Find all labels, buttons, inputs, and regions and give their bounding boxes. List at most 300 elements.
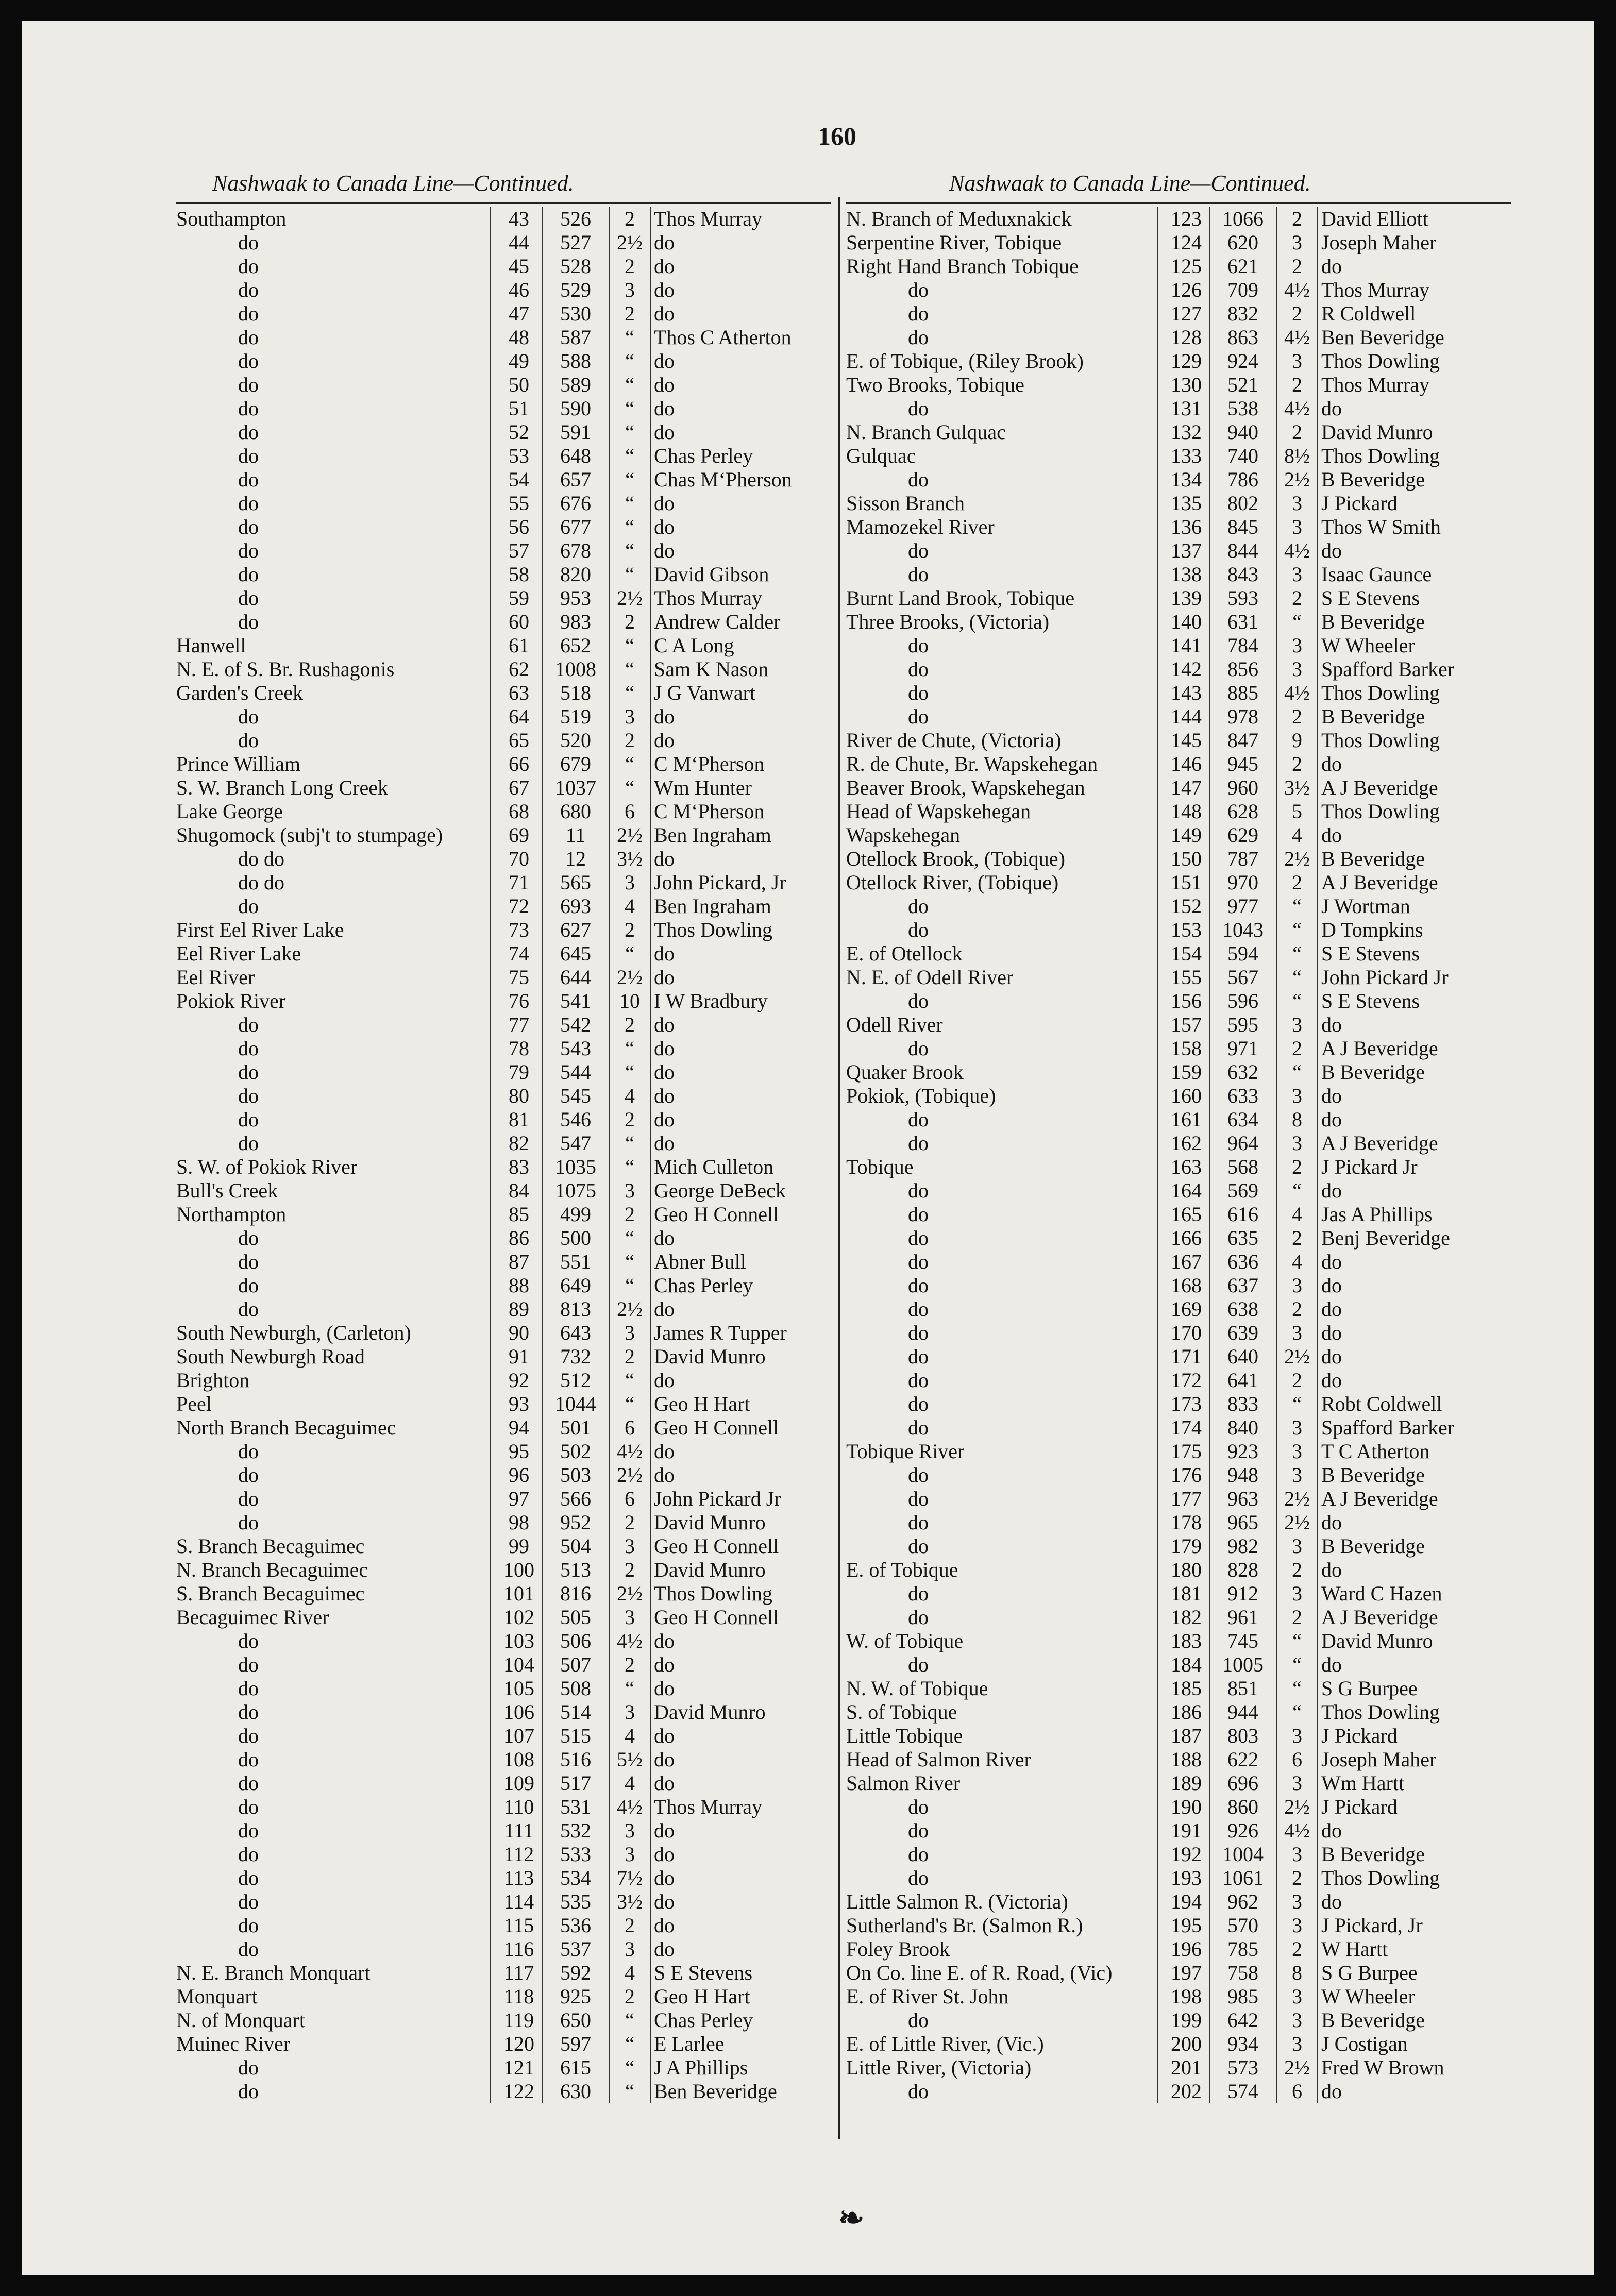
quantity-cell: 4½ [1276,539,1318,563]
location-cell: Northampton [176,1203,287,1226]
block-number-cell: 786 [1209,468,1276,492]
owner-cell: S E Stevens [650,1961,831,1985]
owner-cell: Thos Murray [1318,373,1511,397]
location-cell: do [908,302,929,325]
lot-number-cell: 65 [491,729,542,752]
owner-cell: do [1318,2080,1511,2103]
quantity-cell: 2½ [609,1582,650,1606]
lot-number-cell: 183 [1158,1629,1209,1653]
table-row [846,1392,1511,1416]
lot-number-cell: 96 [491,1463,542,1487]
lot-number-cell: 81 [491,1108,542,1132]
owner-cell: Ben Ingraham [650,823,831,847]
block-number-cell: 642 [1209,2008,1276,2032]
location-cell: Tobique [846,1155,914,1178]
location-cell: do [238,729,259,752]
block-number-cell: 545 [542,1084,609,1108]
table-row [846,468,1511,492]
location-cell: do [908,1653,929,1676]
quantity-cell: “ [609,1155,650,1179]
lot-number-cell: 97 [491,1487,542,1511]
quantity-cell: 4 [609,1961,650,1985]
lot-number-cell: 120 [491,2032,542,2056]
table-row [846,278,1511,302]
block-number-cell: 521 [1209,373,1276,397]
lot-number-cell: 125 [1158,255,1209,278]
owner-cell: do [650,1629,831,1653]
quantity-cell: “ [609,420,650,444]
quantity-cell: 6 [609,1416,650,1440]
location-cell: First Eel River Lake [176,918,344,941]
block-number-cell: 678 [542,539,609,563]
location-cell: do [238,1440,259,1463]
block-number-cell: 503 [542,1463,609,1487]
table-row [846,1771,1511,1795]
lot-number-cell: 152 [1158,894,1209,918]
location-cell: do [908,2080,929,2103]
table-row [846,681,1511,705]
quantity-cell: “ [609,681,650,705]
quantity-cell: 2½ [609,1297,650,1321]
table-row [846,1274,1511,1297]
location-cell: do [908,1203,929,1226]
table-row [846,1819,1511,1843]
table-row [846,2032,1511,2056]
location-cell: do [238,1037,259,1060]
table-row [176,1748,831,1771]
lot-number-cell: 197 [1158,1961,1209,1985]
owner-cell: Chas M‘Pherson [650,468,831,492]
owner-cell: do [1318,1819,1511,1843]
lot-number-cell: 158 [1158,1037,1209,1060]
lot-number-cell: 180 [1158,1558,1209,1582]
owner-cell: John Pickard, Jr [650,871,831,894]
block-number-cell: 628 [1209,800,1276,823]
owner-cell: do [650,539,831,563]
location-cell: do [908,397,929,420]
lot-number-cell: 138 [1158,563,1209,586]
table-row [846,918,1511,942]
table-row [176,1606,831,1629]
block-number-cell: 945 [1209,752,1276,776]
location-cell: do [238,1463,259,1487]
table-row [176,1677,831,1700]
block-number-cell: 520 [542,729,609,752]
block-number-cell: 587 [542,326,609,349]
location-cell: do [908,1463,929,1487]
quantity-cell: “ [609,515,650,539]
location-cell: do [238,420,259,444]
table-row [846,492,1511,515]
lot-number-cell: 91 [491,1345,542,1369]
location-cell: do [238,2080,259,2103]
location-cell: do [908,1297,929,1321]
location-cell: do [238,1084,259,1107]
block-number-cell: 758 [1209,1961,1276,1985]
block-number-cell: 843 [1209,563,1276,586]
owner-cell: Geo H Connell [650,1534,831,1558]
lot-number-cell: 80 [491,1084,542,1108]
table-row [176,2008,831,2032]
table-row [176,1487,831,1511]
owner-cell: W Hartt [1318,1937,1511,1961]
quantity-cell: 3 [1276,1440,1318,1463]
table-row [176,918,831,942]
lot-number-cell: 139 [1158,586,1209,610]
location-cell: do [238,1890,259,1913]
block-number-cell: 802 [1209,492,1276,515]
quantity-cell: “ [609,942,650,966]
location-cell: South Newburgh Road [176,1345,365,1368]
table-row [846,1582,1511,1606]
owner-cell: do [650,1297,831,1321]
table-row [846,1463,1511,1487]
owner-cell: do [650,1819,831,1843]
lot-number-cell: 88 [491,1274,542,1297]
lot-number-cell: 179 [1158,1534,1209,1558]
lot-number-cell: 118 [491,1985,542,2008]
quantity-cell: 3 [609,1819,650,1843]
block-number-cell: 622 [1209,1748,1276,1771]
table-row [176,1511,831,1534]
quantity-cell: 3½ [1276,776,1318,800]
owner-cell: Geo H Connell [650,1416,831,1440]
block-number-cell: 709 [1209,278,1276,302]
location-cell: Head of Salmon River [846,1748,1031,1771]
owner-cell: J Costigan [1318,2032,1511,2056]
location-cell: do [238,1700,259,1724]
owner-cell: do [650,1369,831,1392]
quantity-cell: “ [1276,1629,1318,1653]
owner-cell: Joseph Maher [1318,1748,1511,1771]
quantity-cell: 2½ [1276,2056,1318,2080]
location-cell: Muinec River [176,2032,291,2055]
block-number-cell: 693 [542,894,609,918]
location-cell: do [238,563,259,586]
block-number-cell: 964 [1209,1132,1276,1155]
lot-number-cell: 130 [1158,373,1209,397]
lot-number-cell: 173 [1158,1392,1209,1416]
location-cell: Salmon River [846,1771,961,1795]
block-number-cell: 574 [1209,2080,1276,2103]
location-cell: do [238,2056,259,2079]
lot-number-cell: 148 [1158,800,1209,823]
table-row [176,966,831,989]
block-number-cell: 978 [1209,705,1276,729]
quantity-cell: 2 [1276,1866,1318,1890]
quantity-cell: 4 [609,1084,650,1108]
owner-cell: James R Tupper [650,1321,831,1345]
lot-number-cell: 79 [491,1060,542,1084]
quantity-cell: 4½ [609,1440,650,1463]
owner-cell: do [650,1226,831,1250]
location-cell: N. E. Branch Monquart [176,1961,371,1984]
lot-number-cell: 145 [1158,729,1209,752]
table-row [846,1629,1511,1653]
quantity-cell: “ [1276,1392,1318,1416]
quantity-cell: 3 [1276,492,1318,515]
owner-cell: do [650,349,831,373]
location-cell: do [908,1511,929,1534]
owner-cell: A J Beveridge [1318,1132,1511,1155]
owner-cell: do [650,966,831,989]
location-cell: do [238,1060,259,1084]
location-cell: Bull's Creek [176,1179,278,1202]
quantity-cell: 2 [609,1203,650,1226]
table-row [176,800,831,823]
block-number-cell: 677 [542,515,609,539]
table-row [846,1914,1511,1937]
block-number-cell: 1043 [1209,918,1276,942]
table-row [176,1961,831,1985]
block-number-cell: 568 [1209,1155,1276,1179]
block-number-cell: 544 [542,1060,609,1084]
location-cell: do [908,2008,929,2032]
lot-number-cell: 69 [491,823,542,847]
scanned-page [22,21,1594,2275]
block-number-cell: 820 [542,563,609,586]
table-row [176,1369,831,1392]
quantity-cell: 2 [1276,1037,1318,1060]
lot-number-cell: 103 [491,1629,542,1653]
owner-cell: Andrew Calder [650,610,831,634]
location-cell: Otellock Brook, (Tobique) [846,847,1065,870]
quantity-cell: 3 [1276,563,1318,586]
table-row [846,1084,1511,1108]
location-cell: Brighton [176,1369,250,1392]
table-row [846,1724,1511,1748]
block-number-cell: 732 [542,1345,609,1369]
lot-number-cell: 199 [1158,2008,1209,2032]
owner-cell: do [650,1440,831,1463]
lot-number-cell: 193 [1158,1866,1209,1890]
quantity-cell: 3 [609,871,650,894]
location-cell: Eel River [176,966,255,989]
owner-cell: do [1318,1511,1511,1534]
lot-number-cell: 132 [1158,420,1209,444]
table-row [846,942,1511,966]
table-row [846,966,1511,989]
quantity-cell: 3 [1276,1463,1318,1487]
owner-cell: do [1318,1653,1511,1677]
location-cell: do [908,1037,929,1060]
quantity-cell: “ [1276,894,1318,918]
owner-cell: do [650,492,831,515]
block-number-cell: 500 [542,1226,609,1250]
lot-number-cell: 146 [1158,752,1209,776]
block-number-cell: 12 [542,847,609,871]
location-cell: do [908,918,929,941]
location-cell: do [238,373,259,396]
owner-cell: do [1318,1084,1511,1108]
owner-cell: D Tompkins [1318,918,1511,942]
block-number-cell: 620 [1209,231,1276,255]
block-number-cell: 504 [542,1534,609,1558]
table-row [846,1179,1511,1203]
location-cell: N. E. of Odell River [846,966,1014,989]
location-cell: do do [238,847,284,870]
quantity-cell: 2 [1276,586,1318,610]
block-number-cell: 856 [1209,657,1276,681]
quantity-cell: “ [1276,1179,1318,1203]
owner-cell: do [1318,1321,1511,1345]
location-cell: W. of Tobique [846,1629,964,1652]
quantity-cell: “ [1276,989,1318,1013]
location-cell: do [238,1795,259,1818]
quantity-cell: 2½ [1276,1511,1318,1534]
block-number-cell: 530 [542,302,609,326]
lot-number-cell: 122 [491,2080,542,2103]
quantity-cell: 5 [1276,800,1318,823]
quantity-cell: 2 [1276,1226,1318,1250]
owner-cell: do [650,1013,831,1037]
block-number-cell: 537 [542,1937,609,1961]
block-number-cell: 637 [1209,1274,1276,1297]
lot-number-cell: 56 [491,515,542,539]
owner-cell: do [650,942,831,966]
quantity-cell: 2½ [609,823,650,847]
location-cell: Mamozekel River [846,515,995,538]
table-row [176,681,831,705]
quantity-cell: 2 [609,1013,650,1037]
lot-number-cell: 49 [491,349,542,373]
block-number-cell: 833 [1209,1392,1276,1416]
lot-number-cell: 126 [1158,278,1209,302]
block-number-cell: 985 [1209,1985,1276,2008]
lot-number-cell: 78 [491,1037,542,1060]
quantity-cell: 4 [1276,1203,1318,1226]
location-cell: do [238,1108,259,1131]
table-row [176,278,831,302]
location-cell: Foley Brook [846,1937,950,1961]
lot-number-cell: 46 [491,278,542,302]
quantity-cell: 3 [609,1843,650,1866]
block-number-cell: 828 [1209,1558,1276,1582]
lot-number-cell: 64 [491,705,542,729]
lot-number-cell: 171 [1158,1345,1209,1369]
owner-cell: Chas Perley [650,444,831,468]
lot-number-cell: 66 [491,752,542,776]
lot-number-cell: 108 [491,1748,542,1771]
owner-cell: Benj Beveridge [1318,1226,1511,1250]
lot-number-cell: 57 [491,539,542,563]
quantity-cell: 2 [609,1108,650,1132]
table-row [846,894,1511,918]
lot-number-cell: 67 [491,776,542,800]
location-cell: S. W. of Pokiok River [176,1155,358,1178]
table-row [176,1724,831,1748]
table-row [176,1629,831,1653]
quantity-cell: “ [1276,610,1318,634]
quantity-cell: 4 [609,894,650,918]
owner-cell: Thos Dowling [650,1582,831,1606]
quantity-cell: “ [609,634,650,657]
owner-cell: do [650,1866,831,1890]
owner-cell: Thos Dowling [1318,1866,1511,1890]
table-row [846,1250,1511,1274]
owner-cell: David Munro [1318,1629,1511,1653]
block-number-cell: 515 [542,1724,609,1748]
block-number-cell: 803 [1209,1724,1276,1748]
quantity-cell: 2 [1276,1369,1318,1392]
quantity-cell: “ [609,1132,650,1155]
quantity-cell: 3 [1276,1534,1318,1558]
location-cell: do [238,1937,259,1961]
owner-cell: do [650,1843,831,1866]
quantity-cell: 3 [609,1534,650,1558]
owner-cell: W Wheeler [1318,1985,1511,2008]
lot-number-cell: 190 [1158,1795,1209,1819]
lot-number-cell: 147 [1158,776,1209,800]
block-number-cell: 616 [1209,1203,1276,1226]
owner-cell: B Beveridge [1318,705,1511,729]
lot-number-cell: 153 [1158,918,1209,942]
location-cell: North Branch Becaguimec [176,1416,396,1439]
quantity-cell: 4½ [609,1795,650,1819]
quantity-cell: 5½ [609,1748,650,1771]
table-row [176,1890,831,1914]
owner-cell: B Beveridge [1318,2008,1511,2032]
lot-number-cell: 184 [1158,1653,1209,1677]
owner-cell: Geo H Hart [650,1392,831,1416]
quantity-cell: 3 [1276,1132,1318,1155]
lot-number-cell: 83 [491,1155,542,1179]
lot-number-cell: 48 [491,326,542,349]
owner-cell: Ward C Hazen [1318,1582,1511,1606]
location-cell: do [238,349,259,373]
block-number-cell: 785 [1209,1937,1276,1961]
location-cell: do [908,1369,929,1392]
block-number-cell: 591 [542,420,609,444]
quantity-cell: “ [609,2056,650,2080]
table-row [176,468,831,492]
quantity-cell: 3 [1276,634,1318,657]
table-row [846,847,1511,871]
block-number-cell: 534 [542,1866,609,1890]
block-number-cell: 588 [542,349,609,373]
page-content [176,82,1516,2235]
table-row [846,729,1511,752]
block-number-cell: 640 [1209,1345,1276,1369]
owner-cell: do [1318,539,1511,563]
lot-number-cell: 141 [1158,634,1209,657]
owner-cell: do [1318,1108,1511,1132]
quantity-cell: “ [1276,1700,1318,1724]
owner-cell: do [1318,1250,1511,1274]
block-number-cell: 502 [542,1440,609,1463]
location-cell: do [238,1843,259,1866]
quantity-cell: 2½ [1276,1795,1318,1819]
lot-number-cell: 151 [1158,871,1209,894]
table-row [176,1843,831,1866]
table-row [176,1037,831,1060]
owner-cell: Ben Beveridge [650,2080,831,2103]
block-number-cell: 643 [542,1321,609,1345]
block-number-cell: 863 [1209,326,1276,349]
block-number-cell: 983 [542,610,609,634]
lot-number-cell: 92 [491,1369,542,1392]
owner-cell: J A Phillips [650,2056,831,2080]
lot-number-cell: 89 [491,1297,542,1321]
quantity-cell: “ [609,539,650,563]
block-number-cell: 971 [1209,1037,1276,1060]
table-row [176,1937,831,1961]
lot-number-cell: 84 [491,1179,542,1203]
owner-cell: do [650,1463,831,1487]
location-cell: do [908,1819,929,1842]
table-row [176,823,831,847]
location-cell: Hanwell [176,634,246,657]
